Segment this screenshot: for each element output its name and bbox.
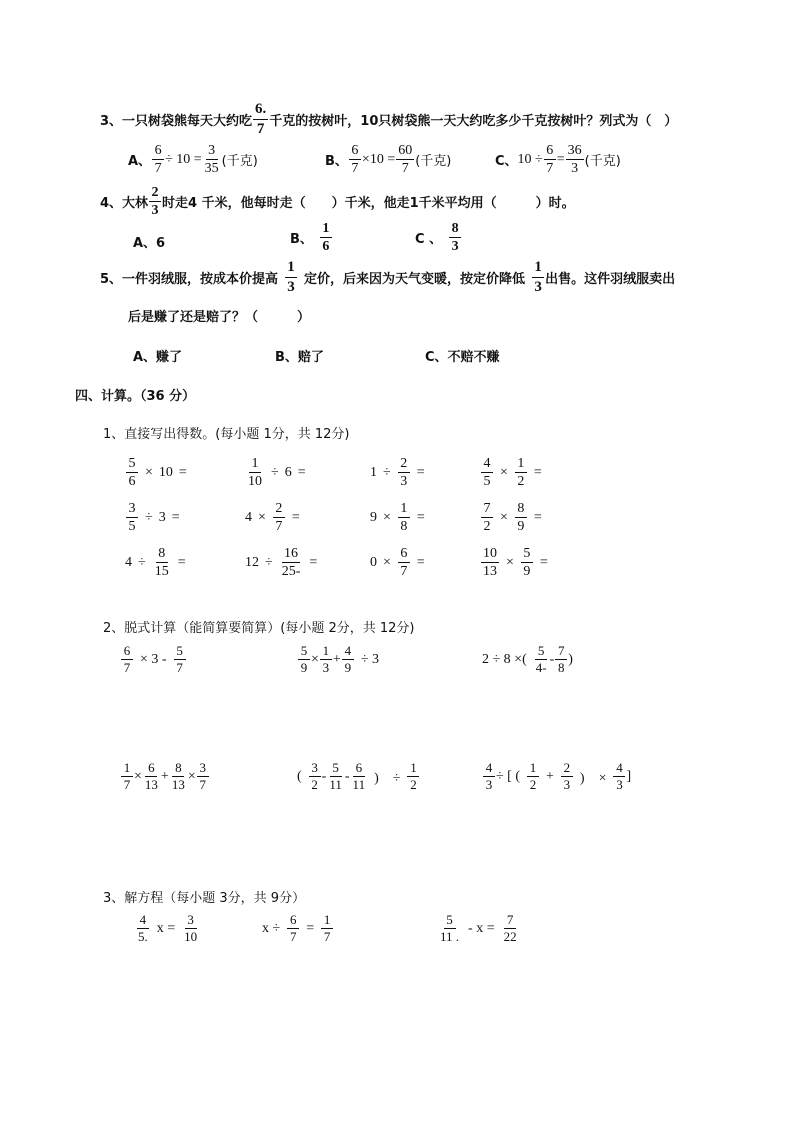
q3-option-a: A、 $\frac{6}{7}$ ÷ 10 = $\frac{3}{35}$ (千克) xyxy=(128,143,258,176)
q3-option-b: B、 $\frac{6}{7}$ ×10 = $\frac{60}{7}$ (千克) xyxy=(325,143,452,176)
equals-sign: = xyxy=(177,554,186,570)
fraction: $\frac{2}{3}$ xyxy=(398,455,410,490)
operator: × xyxy=(258,509,266,525)
equals-sign: = xyxy=(416,554,425,570)
fraction: $\frac{7}{2}$ xyxy=(481,500,493,535)
direct-calc-item xyxy=(480,500,542,535)
fraction: $\frac{1}{10}$ xyxy=(248,456,262,489)
direct-calc-item: 1 ÷ $\frac{2}{3}$ = xyxy=(370,456,425,489)
equals-sign: = xyxy=(171,509,180,525)
fraction: $\frac{3}{35}$ xyxy=(204,143,219,176)
fraction: $\frac{6}{7}$ xyxy=(544,142,556,177)
fraction: $\frac{5}{6}$ xyxy=(126,455,138,490)
fraction: $\frac{6}{7}$ xyxy=(398,545,410,580)
fraction: $\frac{8}{9}$ xyxy=(515,500,527,535)
direct-calc-item: 4 ÷ $\frac{8}{15}$ = xyxy=(125,546,186,579)
equals-sign: = xyxy=(178,464,187,480)
q3-prefix: 3、一只树袋熊每天大约吃 xyxy=(100,114,253,129)
direct-calc-item: 0 × $\frac{6}{7}$ = xyxy=(370,546,425,579)
operator: ÷ xyxy=(265,554,273,570)
calc-expression-5: ( $\frac{3}{2}$ - $\frac{5}{11}$ - $\frac{6}{11}$ ) ÷ $\frac{1}{2}$ xyxy=(297,760,420,793)
part-2-title: 2、脱式计算（能简算要简算）(每小题 2分，共 12分) xyxy=(103,621,415,636)
operator: × xyxy=(383,509,391,525)
equation-2: x ÷ $\frac{6}{7}$ = $\frac{1}{7}$ xyxy=(262,912,334,945)
fraction: $\frac{8}{3}$ xyxy=(449,220,461,255)
equals-sign: = xyxy=(291,509,300,525)
fraction: $\frac{16}{25-}$ xyxy=(281,546,301,579)
q4-option-b: B、 $\frac{1}{6}$ xyxy=(290,220,333,255)
operator: ÷ xyxy=(138,554,146,570)
operator: × xyxy=(500,509,508,525)
calc-expression-6: $\frac{4}{3}$ ÷ [ ( $\frac{1}{2}$ + $\frac{2}{3}$ ) × $\frac{4}{3}$ ] xyxy=(482,760,631,793)
q3-option-c: C、 10 ÷ $\frac{6}{7}$ = $\frac{36}{3}$ (千克) xyxy=(495,143,621,176)
question-4: 4、大林 $\frac{2}{3}$ 时走4 千米，他每时走（ ）千米，他走1千米平均用（ ）时。 xyxy=(100,185,575,218)
operator: ÷ xyxy=(145,509,153,525)
operator: × xyxy=(506,554,514,570)
fraction: $\frac{8}{15}$ xyxy=(154,546,169,579)
q4-option-a: A、6 xyxy=(133,236,166,251)
equals-sign: = xyxy=(416,464,425,480)
equals-sign: = xyxy=(297,464,306,480)
question-5: 5、一件羽绒服，按成本价提高 $\frac{1}{3}$ 定价，后来因为天气变暖，按定价降低 $\frac{1}{3}$ 出售。这件羽绒服卖出 xyxy=(100,259,676,295)
fraction: $\frac{1}{6}$ xyxy=(320,220,332,255)
direct-calc-item: 9 × $\frac{1}{8}$ = xyxy=(370,501,425,534)
direct-calc-item: $\frac{3}{5}$ ÷ 3 = xyxy=(125,500,180,535)
direct-calc-item: $\frac{1}{10}$ ÷ 6 = xyxy=(248,456,306,489)
fraction: $\frac{3}{5}$ xyxy=(126,500,138,535)
fraction: $\frac{5}{9}$ xyxy=(521,545,533,580)
equation-3: $\frac{5}{11 .}$ - x = $\frac{7}{22}$ xyxy=(440,912,517,944)
q4-option-c: C 、 $\frac{8}{3}$ xyxy=(415,220,462,255)
fraction: $\frac{4}{5}$ xyxy=(481,455,493,490)
equation-1: $\frac{4}{5.}$ x = $\frac{3}{10}$ xyxy=(138,912,198,944)
fraction: $\frac{1}{3}$ xyxy=(532,258,544,297)
fraction: $\frac{36}{3}$ xyxy=(567,143,582,176)
equals-sign: = xyxy=(309,554,318,570)
fraction: $\frac{10}{13}$ xyxy=(483,546,497,579)
operator: ÷ xyxy=(383,464,391,480)
fraction: $\frac{1}{2}$ xyxy=(515,455,527,490)
direct-calc-item xyxy=(480,545,548,580)
q5-option-c: C、不赔不赚 xyxy=(425,350,500,365)
q3-suffix: 千克的按树叶，10只树袋熊一天大约吃多少千克按树叶？列式为（ ） xyxy=(269,114,678,129)
fraction: $\frac{1}{8}$ xyxy=(398,500,410,535)
calc-expression-4: $\frac{1}{7}$ × $\frac{6}{13}$ + $\frac{8}{13}$ × $\frac{3}{7}$ xyxy=(120,760,210,793)
fraction: $\frac{6}{7}$ xyxy=(349,142,361,177)
part-1-title: 1、直接写出得数。(每小题 1分，共 12分) xyxy=(103,427,350,442)
fraction: $\frac{60}{7}$ xyxy=(398,143,413,176)
q5-option-a: A、赚了 xyxy=(133,350,183,365)
operator: × xyxy=(500,464,508,480)
equals-sign: = xyxy=(416,509,425,525)
fraction: $\frac{2}{3}$ xyxy=(149,184,161,219)
equals-sign: = xyxy=(539,554,548,570)
operator: × xyxy=(383,554,391,570)
section-4-title: 四、计算。（36 分） xyxy=(75,389,196,404)
direct-calc-item: 12 ÷ $\frac{16}{25-}$ = xyxy=(245,546,318,579)
fraction: $\frac{2}{7}$ xyxy=(273,500,285,535)
part-3-title: 3、解方程（每小题 3分，共 9分） xyxy=(103,891,306,906)
direct-calc-item: $\frac{5}{6}$ × 10 = xyxy=(125,455,187,490)
operator: ÷ xyxy=(271,464,279,480)
fraction: $\frac{6}{7}$ xyxy=(152,142,164,177)
question-3 xyxy=(100,100,677,139)
calc-expression-2: $\frac{5}{9}$ × $\frac{1}{3}$ + $\frac{4}{9}$ ÷ 3 xyxy=(297,643,379,676)
calc-expression-1: $\frac{6}{7}$ × 3 - $\frac{5}{7}$ xyxy=(120,643,187,676)
operator: × xyxy=(145,464,153,480)
equals-sign: = xyxy=(533,464,542,480)
direct-calc-item: 4 × $\frac{2}{7}$ = xyxy=(245,501,300,534)
q5-line2: 后是赚了还是赔了？（ ） xyxy=(128,310,311,325)
calc-expression-3: 2 ÷ 8 ×( $\frac{5}{4-}$ - $\frac{7}{8}$ ) xyxy=(482,643,573,675)
q5-option-b: B、赔了 xyxy=(275,350,324,365)
equals-sign: = xyxy=(533,509,542,525)
q3-fraction: $\frac{6.}{7}$ xyxy=(255,101,267,137)
direct-calc-item xyxy=(480,455,542,490)
fraction: $\frac{1}{3}$ xyxy=(285,258,297,297)
